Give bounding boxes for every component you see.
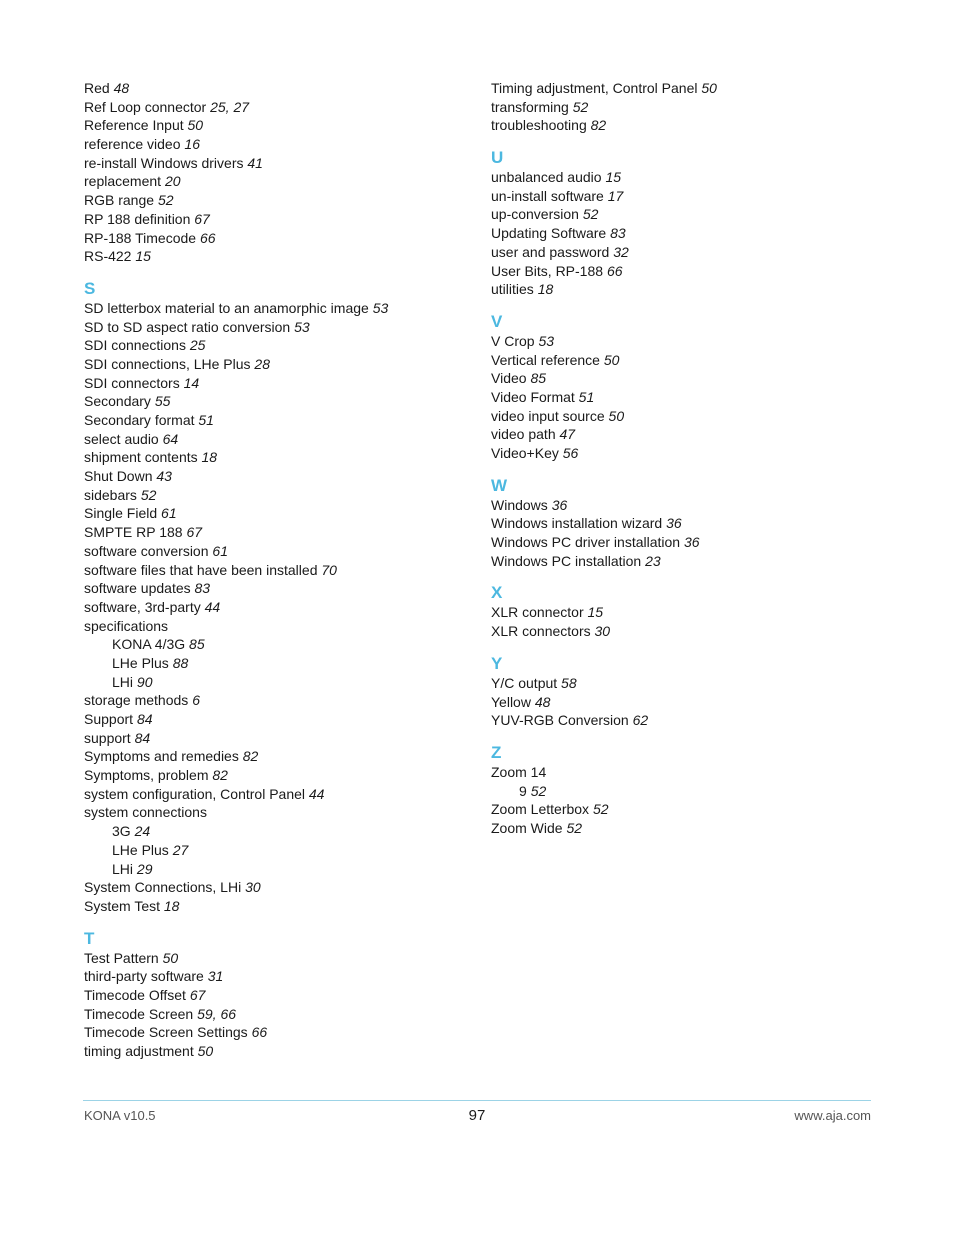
index-page-refs[interactable]: 50 (701, 80, 717, 96)
index-entry (84, 766, 474, 785)
footer-website: www.aja.com (794, 1108, 871, 1123)
index-page-refs[interactable]: 24 (134, 823, 151, 840)
index-term: System Connections, LHi (84, 879, 242, 896)
index-term: System Test (84, 897, 160, 914)
index-term: RP-188 Timecode (84, 229, 197, 246)
index-page-refs[interactable]: 84 (134, 729, 151, 746)
index-entry (84, 79, 474, 98)
index-term: KONA 4/3G (112, 636, 186, 653)
index-letter-heading: V (491, 311, 503, 331)
index-page-refs[interactable]: 44 (204, 598, 221, 615)
index-page-refs[interactable]: 50 (162, 949, 179, 966)
index-page-refs[interactable]: 59, 66 (197, 1005, 237, 1022)
index-entry (84, 411, 474, 430)
index-term: Video (491, 370, 527, 387)
index-page-refs[interactable]: 53 (294, 318, 310, 335)
index-page-refs[interactable]: 52 (566, 819, 583, 836)
index-entry (84, 878, 474, 897)
index-term: SMPTE RP 188 (84, 524, 183, 541)
index-entry (491, 711, 881, 730)
index-page-refs[interactable]: 52 (157, 192, 174, 209)
index-term: replacement (84, 173, 162, 190)
index-entry (491, 388, 881, 407)
index-term: Vertical reference (491, 351, 600, 368)
index-page-refs[interactable]: 14 (183, 374, 200, 391)
index-entry (491, 552, 881, 571)
index-page-refs[interactable]: 27 (172, 841, 189, 858)
index-entry (84, 542, 474, 561)
index-term: Timecode Screen Settings (84, 1024, 248, 1041)
index-page-refs[interactable]: 90 (136, 673, 153, 690)
index-page-refs[interactable]: 70 (321, 561, 337, 578)
index-term: Zoom Wide (491, 819, 563, 836)
index-term: Y/C output (491, 674, 558, 691)
index-term: Timing adjustment, Control Panel (491, 80, 698, 96)
index-entry (84, 617, 474, 636)
index-page-refs[interactable]: 18 (163, 897, 180, 914)
index-subentry (84, 635, 474, 654)
index-subentry (84, 860, 474, 879)
index-subentry (491, 782, 881, 801)
index-entry (491, 168, 881, 187)
index-subentry (84, 673, 474, 692)
index-term: RS-422 (84, 248, 132, 265)
index-page-refs[interactable]: 48 (113, 80, 130, 96)
index-term: 9 (519, 782, 527, 799)
index-letter-heading: U (491, 148, 504, 168)
index-entry (84, 172, 474, 191)
index-page-refs[interactable]: 83 (194, 580, 211, 597)
index-term: Zoom 14 (491, 763, 547, 780)
index-page-refs[interactable]: 15 (587, 604, 604, 621)
index-term: XLR connector (491, 604, 584, 621)
index-page-refs[interactable]: 43 (156, 468, 172, 485)
index-entry (491, 819, 881, 838)
index-page-refs[interactable]: 29 (136, 860, 153, 877)
index-entry (491, 603, 881, 622)
index-entry (491, 444, 881, 463)
index-entry (84, 448, 474, 467)
index-page-refs[interactable]: 16 (184, 136, 200, 153)
index-page-refs[interactable]: 30 (594, 623, 611, 640)
index-term: Timecode Offset (84, 986, 186, 1003)
index-entry (491, 224, 881, 243)
index-term: XLR connectors (491, 623, 591, 640)
index-page-refs[interactable]: 25 (189, 337, 206, 354)
index-page-refs[interactable]: 61 (212, 542, 228, 559)
index-page-refs[interactable]: 17 (607, 187, 624, 204)
index-entry (84, 486, 474, 505)
index-term: V Crop (491, 332, 535, 349)
index-term: software files that have been installed (84, 561, 318, 578)
index-entry (491, 425, 881, 444)
index-term: software, 3rd-party (84, 598, 201, 615)
index-term: Windows PC installation (491, 552, 642, 569)
index-entry (491, 369, 881, 388)
index-term: un-install software (491, 187, 604, 204)
index-term: Reference Input (84, 117, 184, 134)
index-page-refs[interactable]: 53 (372, 299, 389, 316)
index-entry (84, 318, 474, 337)
index-entry (84, 355, 474, 374)
index-term: shipment contents (84, 449, 198, 466)
index-term: LHe Plus (112, 841, 169, 858)
index-page-refs[interactable]: 23 (645, 552, 661, 569)
index-term: utilities (491, 281, 534, 298)
index-entry (84, 579, 474, 598)
index-term: YUV-RGB Conversion (491, 712, 629, 729)
index-term: support (84, 729, 131, 746)
index-term: User Bits, RP-188 (491, 262, 604, 279)
index-entry (491, 243, 881, 262)
index-term: LHe Plus (112, 654, 169, 671)
index-entry (84, 247, 474, 266)
footer-product-version: KONA v10.5 (84, 1108, 156, 1123)
index-term: storage methods (84, 692, 189, 709)
index-term: Ref Loop connector (84, 98, 207, 115)
index-entry (84, 299, 474, 318)
index-entry (491, 280, 881, 299)
index-subentry (84, 822, 474, 841)
index-term: Yellow (491, 693, 531, 710)
index-entry (84, 116, 474, 135)
index-entry (491, 693, 881, 712)
index-entry (84, 967, 474, 986)
index-page-refs[interactable]: 52 (140, 486, 157, 503)
index-page-refs[interactable]: 83 (610, 225, 626, 242)
index-entry (84, 598, 474, 617)
index-column-left (84, 79, 474, 1061)
index-page-refs[interactable]: 67 (186, 524, 203, 541)
index-entry (84, 897, 474, 916)
index-term: Test Pattern (84, 949, 159, 966)
index-term: up-conversion (491, 206, 579, 223)
index-page-refs[interactable]: 32 (613, 243, 629, 260)
index-entry (491, 407, 881, 426)
index-term: Support (84, 711, 134, 727)
index-term: Red (84, 80, 110, 96)
index-page-refs[interactable]: 67 (189, 986, 206, 1003)
index-page-refs[interactable]: 30 (245, 879, 261, 896)
index-term: unbalanced audio (491, 169, 602, 186)
index-entry (491, 205, 881, 224)
index-entry (84, 1005, 474, 1024)
index-entry (84, 803, 474, 822)
index-page-refs[interactable]: 66 (199, 229, 216, 246)
index-term: third-party software (84, 968, 204, 985)
index-term: timing adjustment (84, 1043, 194, 1059)
index-page-refs[interactable]: 36 (683, 534, 700, 551)
index-entry (84, 98, 474, 117)
index-page-refs[interactable]: 61 (161, 505, 177, 522)
index-letter-heading: Y (491, 653, 503, 673)
index-entry (491, 533, 881, 552)
index-term: sidebars (84, 486, 137, 503)
index-entry (491, 800, 881, 819)
index-term: LHi (112, 673, 134, 690)
index-term: specifications (84, 617, 169, 634)
index-term: Symptoms, problem (84, 767, 209, 784)
index-entry (491, 116, 881, 135)
index-entry (84, 430, 474, 449)
index-letter-heading: W (491, 475, 508, 495)
index-page-refs[interactable]: 52 (572, 98, 589, 115)
index-page-refs[interactable]: 6 (192, 692, 200, 709)
index-term: video input source (491, 407, 605, 424)
index-entry (491, 79, 881, 98)
index-entry (84, 229, 474, 248)
index-entry (84, 210, 474, 229)
index-page-refs[interactable]: 66 (251, 1024, 268, 1041)
index-entry (84, 392, 474, 411)
index-entry (491, 98, 881, 117)
index-term: SDI connections (84, 337, 186, 354)
index-entry (84, 374, 474, 393)
index-entry (84, 191, 474, 210)
index-entry (84, 747, 474, 766)
index-page-refs[interactable]: 82 (590, 117, 607, 134)
index-page-refs[interactable]: 67 (194, 210, 210, 227)
index-page-refs[interactable]: 48 (534, 693, 551, 710)
index-page-refs[interactable]: 15 (135, 248, 151, 265)
index-entry (84, 523, 474, 542)
index-entry (84, 561, 474, 580)
index-subentry (84, 841, 474, 860)
index-entry (491, 496, 881, 515)
index-page-refs[interactable]: 52 (530, 782, 547, 799)
index-entry (491, 622, 881, 641)
index-term: Windows installation wizard (491, 515, 663, 532)
index-entry (84, 986, 474, 1005)
index-page-refs[interactable]: 84 (136, 711, 153, 727)
index-page-refs[interactable]: 85 (530, 370, 547, 387)
footer-rule (83, 1100, 871, 1101)
index-page-refs[interactable]: 20 (164, 173, 181, 190)
index-entry (84, 154, 474, 173)
index-term: Zoom Letterbox (491, 801, 590, 818)
index-page-refs[interactable]: 85 (189, 636, 205, 653)
index-entry (491, 763, 881, 782)
index-page-refs[interactable]: 62 (632, 712, 649, 729)
index-page-refs[interactable]: 36 (551, 496, 568, 513)
index-term: SD to SD aspect ratio conversion (84, 318, 291, 335)
index-term: software conversion (84, 542, 209, 559)
index-entry (491, 674, 881, 693)
index-entry (84, 691, 474, 710)
index-page-refs[interactable]: 64 (162, 430, 179, 447)
index-page-refs[interactable]: 18 (201, 449, 218, 466)
index-page-refs[interactable]: 47 (559, 426, 576, 443)
index-page-refs[interactable]: 56 (562, 445, 579, 461)
index-term: RGB range (84, 192, 155, 209)
index-entry (84, 467, 474, 486)
index-term: SDI connectors (84, 374, 180, 391)
index-term: re-install Windows drivers (84, 154, 244, 171)
index-term: Secondary (84, 393, 151, 410)
index-page-refs[interactable]: 28 (254, 355, 270, 372)
index-page-refs[interactable]: 88 (172, 654, 189, 671)
index-term: video path (491, 426, 556, 443)
index-entry (491, 187, 881, 206)
index-letter-heading: S (84, 278, 96, 298)
index-page-refs[interactable]: 58 (561, 674, 577, 691)
index-page-refs[interactable]: 51 (578, 388, 595, 405)
index-term: Single Field (84, 505, 158, 522)
index-entry (84, 504, 474, 523)
index-page-refs[interactable]: 36 (666, 515, 682, 532)
index-entry (84, 785, 474, 804)
index-page-refs[interactable]: 41 (247, 154, 263, 171)
index-entry (84, 729, 474, 748)
index-term: 3G (112, 823, 131, 840)
index-page-refs[interactable]: 52 (592, 801, 609, 818)
index-entry (84, 135, 474, 154)
index-entry (491, 262, 881, 281)
index-page-refs[interactable]: 53 (538, 332, 555, 349)
index-entry (84, 336, 474, 355)
index-page-refs[interactable]: 31 (207, 968, 224, 985)
index-term: Windows (491, 496, 548, 513)
index-term: SDI connections, LHe Plus (84, 355, 251, 372)
index-page-refs[interactable]: 15 (605, 169, 622, 186)
index-term: LHi (112, 860, 134, 877)
index-term: Timecode Screen (84, 1005, 194, 1022)
index-entry (84, 1023, 474, 1042)
index-column-right (491, 79, 881, 838)
index-page-refs[interactable]: 52 (582, 206, 599, 223)
index-term: user and password (491, 243, 610, 260)
index-page-refs[interactable]: 18 (537, 281, 554, 298)
index-term: SD letterbox material to an anamorphic image (84, 299, 369, 316)
index-page-refs[interactable]: 50 (197, 1043, 214, 1059)
index-term: Video Format (491, 388, 575, 405)
index-term: system connections (84, 804, 207, 821)
index-page-refs[interactable]: 50 (603, 351, 620, 368)
index-entry (84, 710, 474, 729)
index-term: Shut Down (84, 468, 153, 485)
index-term: transforming (491, 98, 569, 115)
index-letter-heading: Z (491, 742, 502, 762)
index-page-refs[interactable]: 50 (187, 117, 204, 134)
index-page-refs[interactable]: 25, 27 (210, 98, 250, 115)
index-subentry (84, 654, 474, 673)
index-term: Secondary format (84, 412, 195, 428)
index-term: Updating Software (491, 225, 607, 242)
index-term: software updates (84, 580, 191, 597)
page-number: 97 (468, 1107, 486, 1124)
index-page-refs[interactable]: 66 (606, 262, 623, 279)
index-letter-heading: T (84, 928, 95, 948)
index-term: select audio (84, 430, 159, 447)
index-letter-heading: X (491, 583, 503, 603)
index-page-refs[interactable]: 82 (212, 767, 228, 784)
index-page-refs[interactable]: 44 (308, 785, 325, 802)
index-term: system configuration, Control Panel (84, 785, 305, 802)
index-entry (84, 949, 474, 968)
index-term: Symptoms and remedies (84, 748, 239, 765)
index-page-refs[interactable]: 82 (242, 748, 259, 765)
index-page-refs[interactable]: 55 (154, 393, 171, 410)
index-entry (491, 351, 881, 370)
index-term: reference video (84, 136, 181, 153)
index-entry (84, 1042, 474, 1061)
index-term: Windows PC driver installation (491, 534, 681, 551)
index-term: troubleshooting (491, 117, 587, 134)
index-entry (491, 332, 881, 351)
index-term: Video+Key (491, 445, 559, 461)
index-term: RP 188 definition (84, 210, 191, 227)
index-entry (491, 514, 881, 533)
index-page-refs[interactable]: 50 (608, 407, 625, 424)
index-page-refs[interactable]: 51 (198, 412, 214, 428)
